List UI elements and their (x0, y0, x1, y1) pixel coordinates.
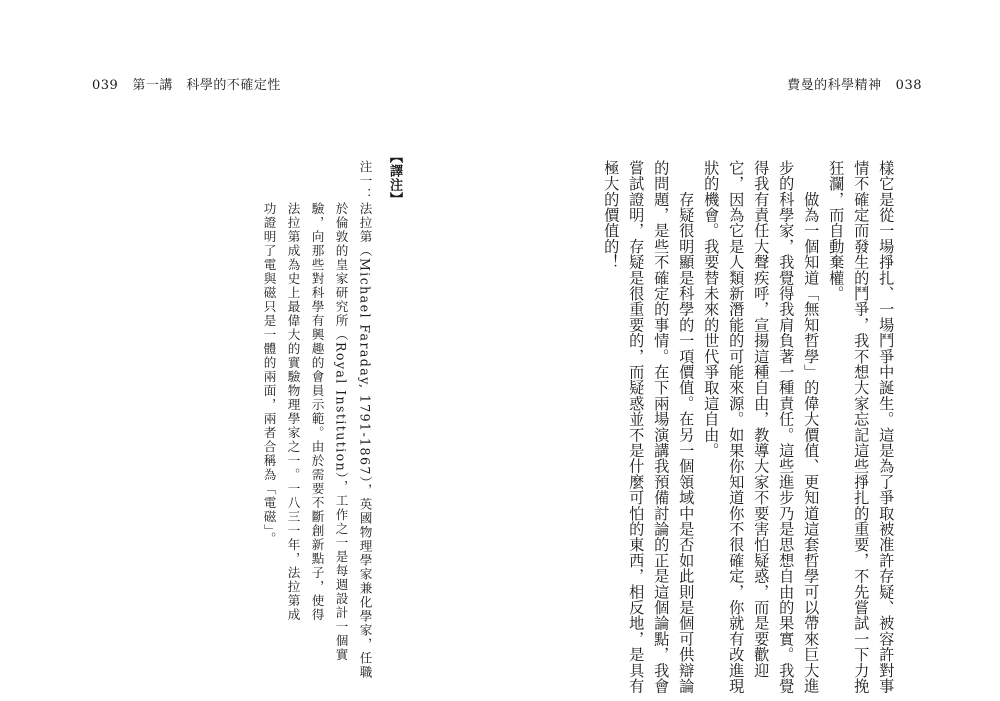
body-text-column: 存疑很明顯是科學的一項價值。在另一個領域中是否如此則是個可供辯論 (677, 160, 696, 694)
right-page-number: 038 (895, 78, 922, 93)
body-text-column: 嘗試證明，存疑是很重要的，而疑惑並不是什麼可怕的東西，相反地，是具有 (627, 160, 646, 694)
book-title: 費曼的科學精神 (787, 78, 882, 93)
note-text-column: 於倫敦的皇家研究所（Royal Institution），工作之一是每週設計一個實 (333, 160, 349, 662)
body-text-column: 極大的價值的！ (602, 160, 621, 270)
note-text-column: 注一：法拉第（Michael Faraday, 1791-1867），英國物理學家兼化學家，任職 (357, 160, 373, 680)
body-text-column: 的問題，是些不確定的事情。在下兩場演講我預備討論的正是這個論點，我會 (652, 160, 671, 694)
note-text-column: 驗，向那些對科學有興趣的會員示範。由於需要不斷創新點子，使得 (309, 160, 325, 622)
left-page-header (92, 74, 281, 93)
body-text-column: 狂瀾，而自動棄權。 (827, 160, 846, 302)
left-page-number: 039 (92, 78, 119, 93)
body-text-column: 做為一個知道「無知哲學」的偉大價值、更知道這套哲學可以帶來巨大進 (802, 160, 821, 694)
note-text-column: 法拉第成為史上最偉大的實驗物理學家之一。一八三一年，法拉第成 (285, 160, 301, 622)
body-text-column: 它，因為它是人類新潛能的可能來源。如果你知道你不很確定，你就有改進現 (727, 160, 746, 694)
body-text-column: 情不確定而發生的鬥爭，我不想大家忘記這些掙扎的重要，不先嘗試一下力挽 (852, 160, 871, 694)
body-text-column: 步的科學家，我覺得我肩負著一種責任。這些進步乃是思想自由的果實。我覺 (777, 160, 796, 694)
body-text-column: 狀的機會。我要替未來的世代爭取這自由。 (702, 160, 721, 459)
note-text-column: 功證明了電與磁只是一體的兩面，兩者合稱為「電磁」。 (261, 160, 277, 546)
right-page-header (787, 74, 922, 93)
notes-heading: 【譯注】 (387, 150, 402, 206)
left-chapter-title: 第一講 科學的不確定性 (132, 78, 281, 93)
body-text-column: 樣它是從一場掙扎、一場鬥爭中誕生。這是為了爭取被准許存疑、被容許對事 (877, 160, 896, 694)
body-text-column: 得我有責任大聲疾呼，宣揚這種自由，教導大家不要害怕疑惑，而是要歡迎 (752, 160, 771, 679)
